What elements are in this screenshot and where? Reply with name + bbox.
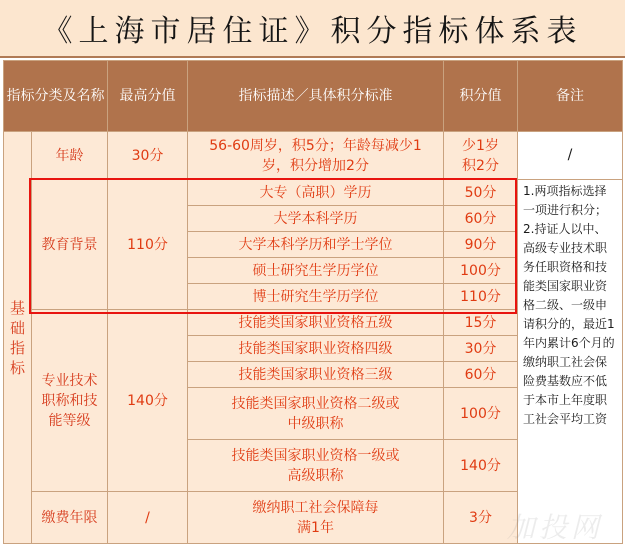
education-desc: 大学本科学历和学士学位 (188, 232, 444, 258)
professional-score: 15分 (444, 310, 518, 336)
professional-score: 100分 (444, 388, 518, 440)
professional-desc: 技能类国家职业资格二级或中级职称 (188, 388, 444, 440)
header-row (4, 61, 623, 132)
education-score: 50分 (444, 180, 518, 206)
professional-max: 140分 (108, 310, 188, 492)
social-security-name: 缴费年限 (32, 492, 108, 544)
education-score: 90分 (444, 232, 518, 258)
points-table (3, 60, 623, 544)
professional-desc: 技能类国家职业资格五级 (188, 310, 444, 336)
education-score: 100分 (444, 258, 518, 284)
education-desc: 硕士研究生学历学位 (188, 258, 444, 284)
education-desc: 大专（高职）学历 (188, 180, 444, 206)
professional-score: 30分 (444, 336, 518, 362)
professional-desc: 技能类国家职业资格一级或高级职称 (188, 440, 444, 492)
professional-desc: 技能类国家职业资格三级 (188, 362, 444, 388)
professional-score: 60分 (444, 362, 518, 388)
header-category: 指标分类及名称 (4, 61, 108, 132)
age-desc: 56-60周岁，积5分；年龄每减少1岁，积分增加2分 (188, 132, 444, 180)
age-score: 少1岁积2分 (444, 132, 518, 180)
education-desc: 博士研究生学历学位 (188, 284, 444, 310)
social-security-score: 3分 (444, 492, 518, 544)
education-max: 110分 (108, 180, 188, 310)
watermark: 加投网 (506, 511, 603, 544)
header-score: 积分值 (444, 61, 518, 132)
professional-desc: 技能类国家职业资格四级 (188, 336, 444, 362)
age-name: 年龄 (32, 132, 108, 180)
header-max-score: 最高分值 (108, 61, 188, 132)
social-security-desc: 缴纳职工社会保障每满1年 (188, 492, 444, 544)
professional-name: 专业技术职称和技能等级 (32, 310, 108, 492)
professional-score: 140分 (444, 440, 518, 492)
table-row (4, 180, 623, 206)
age-max: 30分 (108, 132, 188, 180)
main-category-cell: 基础指标 (4, 132, 32, 544)
page-title: 《上海市居住证》积分指标体系表 (0, 0, 625, 58)
education-desc: 大学本科学历 (188, 206, 444, 232)
education-name: 教育背景 (32, 180, 108, 310)
age-note: / (518, 132, 623, 180)
social-security-max: / (108, 492, 188, 544)
header-description: 指标描述／具体积分标准 (188, 61, 444, 132)
education-score: 60分 (444, 206, 518, 232)
education-score: 110分 (444, 284, 518, 310)
note-cell: 1.两项指标选择一项进行积分；2.持证人以中、高级专业技术职务任职资格和技能类国家职业资格二级、一级申请积分的，最近1年内累计6个月的缴纳职工社会保险费基数应不低于本市上年度职工社会平均工资 (518, 180, 623, 544)
header-note: 备注 (518, 61, 623, 132)
table-row (4, 132, 623, 180)
